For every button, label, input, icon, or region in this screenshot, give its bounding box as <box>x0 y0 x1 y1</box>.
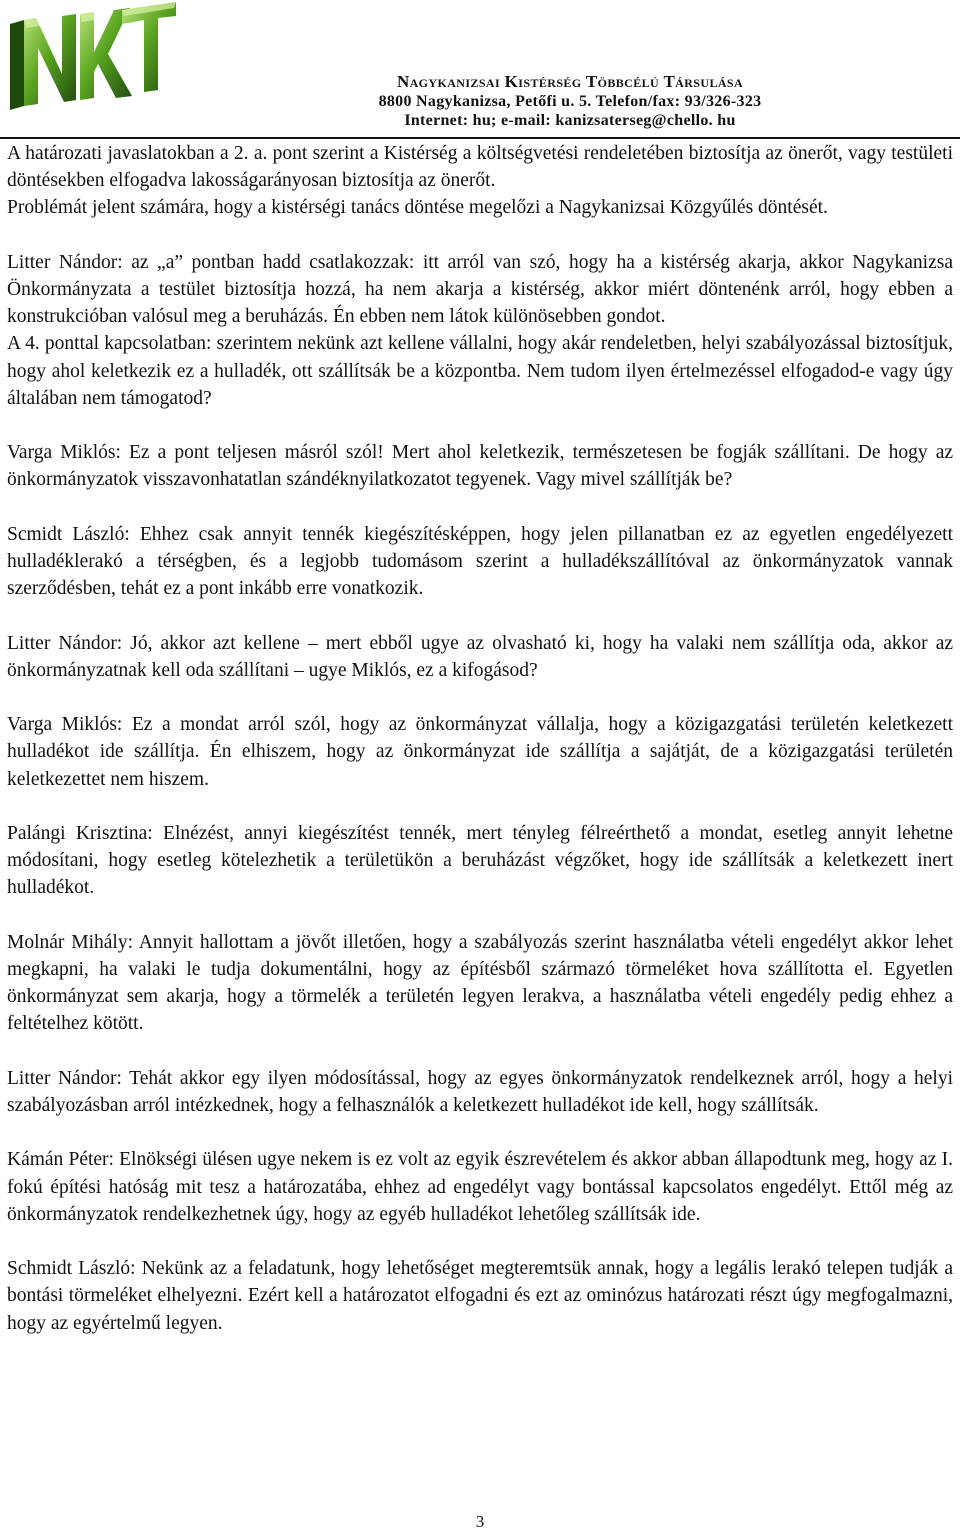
header-divider <box>0 137 960 139</box>
paragraph: Molnár Mihály: Annyit hallottam a jövőt illetően, hogy a szabályozás szerint használatba vételi engedélyt akkor lehet megkapni, ha valaki le tudja dokumentálni, hogy az építésből származó törmeléket hova szállította el. Egyetlen önkormányzat sem akarja, hogy a törmelék a területén legyen lerakva, a használatba vételi engedély pedig ehhez a feltételhez kötött. <box>7 931 953 1035</box>
organization-name: Nagykanizsai Kistérség Többcélú Társulása <box>396 72 744 91</box>
letterhead <box>0 0 960 140</box>
paragraph: A határozati javaslatokban a 2. a. pont szerint a Kistérség a költségvetési rendeletében biztosítja az önerőt, vagy testületi döntésekben elfogadva lakosságarányosan biztosítja az önerőt. <box>7 143 953 192</box>
paragraph: Scmidt László: Ehhez csak annyit tennék kiegészítésképpen, hogy jelen pillanatban ez az egyetlen engedélyezett hulladéklerakó a térségben, és a legjobb tudomásom szerint a hulladékszállítóval az önkormányzatok vannak szerződésben, tehát ez a pont inkább erre vonatkozik. <box>7 523 953 600</box>
paragraph: Litter Nándor: Tehát akkor egy ilyen módosítással, hogy az egyes önkormányzatok rendelkeznek arról, hogy a helyi szabályozásban arról intézkednek, hogy a felhasználók a keletkezett hulladékot ide kell, hogy szállítsák. <box>7 1067 953 1116</box>
paragraph: Varga Miklós: Ez a pont teljesen másról szól! Mert ahol keletkezik, természetesen be fogják szállítani. De hogy az önkormányzatok visszavonhatatlan szándéknyilatkozatot tegyenek. Vagy mivel szállítják be? <box>7 442 953 491</box>
nktt-logo <box>6 2 176 114</box>
paragraph: A 4. ponttal kapcsolatban: szerintem nekünk azt kellene vállalni, hogy akár rendeletben, helyi szabályozással biztosítjuk, hogy ahol keletkezik ez a hulladék, ott szállítsák be a központba. Nem tudom ilyen értelmezéssel elfogadod-e vagy úgy általában nem támogatod? <box>7 333 953 409</box>
organization-address: 8800 Nagykanizsa, Petőfi u. 5. Telefon/fax: 93/326-323 <box>378 93 762 110</box>
paragraph: Kámán Péter: Elnökségi ülésen ugye nekem is ez volt az egyik észrevételem és akkor abban állapodtunk meg, hogy az I. fokú építési hatóság mit tesz a határozatába, ehhez ad engedélyt vagy bontással kapcsolatos engedélyt. Ettől még az önkormányzatok rendelkezhetnek úgy, hogy az egyéb hulladékot lehetőleg szállítsák ide. <box>7 1149 953 1225</box>
paragraph: Litter Nándor: az „a” pontban hadd csatlakozzak: itt arról van szó, hogy ha a kistérség akarja, akkor Nagykanizsa Önkormányzata a testület biztosítja hozzá, ha nem akarja a kistérség, akkor miért döntenénk arról, hogy ebben a konstrukcióban valósul meg a beruházás. Én ebben nem látok különösebben gondot. <box>7 251 953 328</box>
page-number: 3 <box>475 1512 485 1531</box>
paragraph: Palángi Krisztina: Elnézést, annyi kiegészítést tennék, mert tényleg félreérthető a mondat, esetleg annyit lehetne módosítani, hogy esetleg kötelezhetik a területükön a beruházást végzőket, hogy ide szállítsák a keletkezett inert hulladékot. <box>7 822 953 899</box>
organization-info <box>300 72 840 130</box>
paragraph: Varga Miklós: Ez a mondat arról szól, hogy az önkormányzat vállalja, hogy a közigazgatási területén keletkezett hulladékot ide szállítja. Én elhiszem, hogy az önkormányzat ide szállítja a sajátját, de a közigazgatási területén keletkezettet nem hiszem. <box>7 714 953 790</box>
document-body <box>7 140 953 1337</box>
paragraph: Schmidt László: Nekünk az a feladatunk, hogy lehetőséget megteremtsük annak, hogy a legális lerakó telepen tudják a bontási törmeléket elhelyezni. Ezért kell a határozatot elfogadni és ezt az ominózus határozati részt úgy megfogalmazni, hogy az egyértelmű legyen. <box>7 1258 953 1334</box>
paragraph: Litter Nándor: Jó, akkor azt kellene – mert ebből ugye az olvasható ki, hogy ha valaki nem szállítja oda, akkor az önkormányzatnak kell oda szállítani – ugye Miklós, ez a kifogásod? <box>7 632 953 681</box>
organization-contact: Internet: hu; e-mail: kanizsaterseg@chello. hu <box>404 112 736 129</box>
paragraph: Problémát jelent számára, hogy a kistérségi tanács döntése megelőzi a Nagykanizsai Közgyűlés döntését. <box>7 197 828 219</box>
